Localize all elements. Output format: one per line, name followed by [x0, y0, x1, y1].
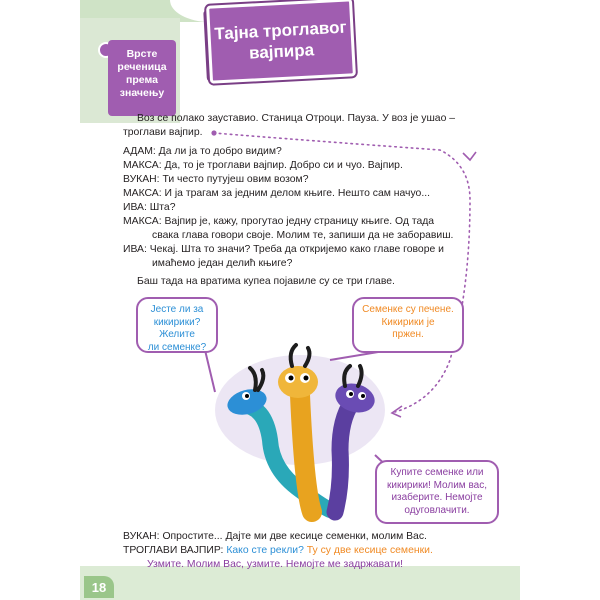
narration-text: Баш тада на вратима купеа појавиле су се три главе. [137, 276, 395, 287]
intro-line-2: троглави вајпир. [123, 127, 203, 138]
snake-middle-body [300, 395, 312, 512]
bubble-tail [185, 350, 215, 392]
title-line-1: Тајна троглавог [213, 17, 347, 44]
ending-line-2: ТРОГЛАВИ ВАЈПИР: Како сте рекли? Ту су две кесице семенки. [123, 545, 433, 556]
dialogue-line: МАКСА: Вајпир је, кажу, прогутао једну страницу књиге. Од тада [123, 216, 435, 227]
snake-middle-head [278, 366, 318, 398]
ending-line-1: ВУКАН: Опростите... Дајте ми две кесице семенки, молим Вас. [123, 531, 427, 542]
ending-line-3: Узмите. Молим Вас, узмите. Немојте ме задржавати! [147, 559, 404, 570]
section-line-2: реченица [117, 61, 167, 73]
title-line-2: вајпира [248, 40, 315, 63]
dialogue-line: ИВА: Чекај. Шта то значи? Треба да откријемо како главе говоре и [123, 244, 444, 255]
section-line-3: према [126, 74, 158, 86]
section-line-4: значењу [119, 87, 165, 99]
speech-bubble-orange: Семенке су печене. Кикирики је пржен. [352, 297, 464, 353]
speech-bubble-purple: Купите семенке или кикирики! Молим вас, изаберите. Немојте одуговлачити. [375, 460, 499, 524]
dialogue-line: ИВА: Шта? [123, 202, 176, 213]
dialogue-line: ВУКАН: Ти често путујеш овим возом? [123, 174, 309, 185]
arrow-head-icon [463, 152, 476, 160]
snake-right-body [335, 402, 352, 512]
intro-line-1: Воз се полако зауставио. Станица Отроци. Пауза. У воз је ушао – [137, 113, 456, 124]
dialogue-line: имаћемо један делић књиге? [152, 258, 293, 269]
arrow-start-dot [211, 130, 216, 135]
page-number: 18 [84, 576, 114, 598]
dialogue-line: свака глава говори своје. Молим те, запиши да не заборавиш. [152, 230, 454, 241]
dialogue-line: МАКСА: И ја трагам за једним делом књиге. Нешто сам начуо... [123, 188, 430, 199]
section-line-1: Врсте [126, 48, 158, 60]
arrow-head-icon [392, 406, 402, 417]
dialogue-line: МАКСА: Да, то је троглави вајпир. Добро си и чуо. Вајпир. [123, 160, 403, 171]
dialogue-line: АДАМ: Да ли ја то добро видим? [123, 146, 282, 157]
speech-bubble-blue: Јесте ли за кикирики? Желите ли семенке? [136, 297, 218, 353]
